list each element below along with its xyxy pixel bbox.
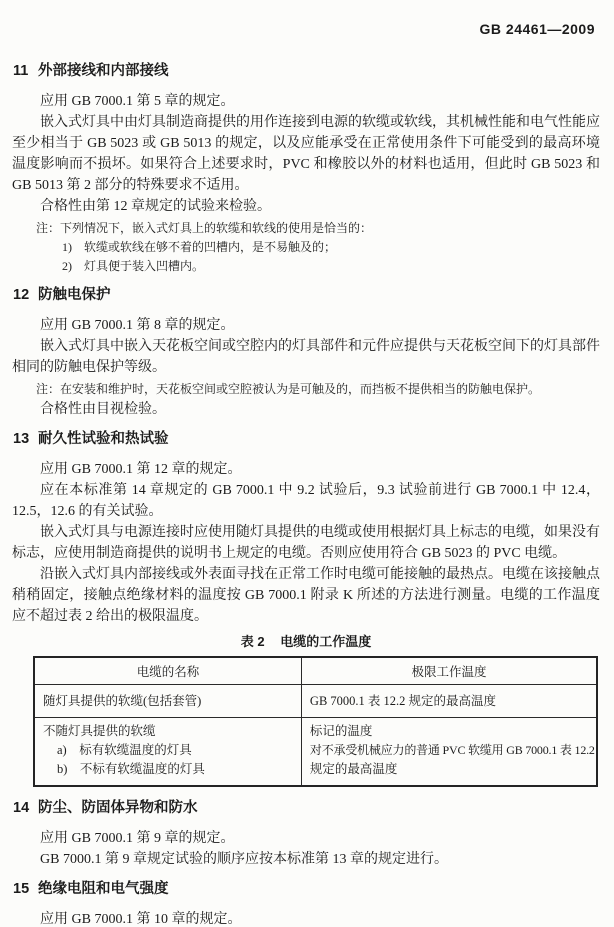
cell-line: 规定的最高温度 bbox=[309, 762, 398, 776]
table-caption bbox=[12, 633, 600, 651]
paragraph: 应用 GB 7000.1 第 10 章的规定。 bbox=[40, 912, 242, 927]
section-14 bbox=[12, 799, 600, 870]
standard-number: GB 24461—2009 bbox=[479, 21, 595, 37]
section-11-heading bbox=[13, 62, 600, 80]
table-row-cable-supplied-with-luminaire bbox=[34, 685, 597, 718]
paragraph: 应用 GB 7000.1 第 8 章的规定。 bbox=[40, 318, 235, 333]
table-row-cable-not-supplied-with-luminaire bbox=[34, 718, 597, 787]
section-15 bbox=[12, 880, 600, 927]
cell-line: a) 标有软缆温度的灯具 bbox=[57, 743, 192, 757]
note-list-item: 2) 灯具便于装入凹槽内。 bbox=[62, 259, 204, 273]
section-number: 15 bbox=[13, 881, 30, 897]
section-title: 绝缘电阻和电气强度 bbox=[38, 881, 169, 897]
paragraph: 嵌入式灯具中由灯具制造商提供的用作连接到电源的软缆或软线，其机械性能和电气性能应至少相当于 GB 5023 或 GB 5013 的规定，以及应能承受在正常使用条件下可能受到的最高环境温度影响而不损坏。如果符合上述要求时，PVC 和橡胶以外的材料也适用，但此时 GB 5023 和 GB 5013 第 2 部分的特殊要求不适用。 bbox=[12, 115, 600, 193]
section-15-heading bbox=[13, 880, 600, 898]
paragraph: GB 7000.1 第 9 章规定试验的顺序应按本标准第 13 章的规定进行。 bbox=[40, 852, 448, 867]
paragraph: 应在本标准第 14 章规定的 GB 7000.1 中 9.2 试验后，9.3 试验前进行 GB 7000.1 中 12.4，12.5，12.6 的有关试验。 bbox=[12, 483, 600, 519]
cell-line: 标记的温度 bbox=[309, 724, 373, 738]
section-13 bbox=[12, 430, 600, 627]
section-13-heading bbox=[13, 430, 600, 448]
cell-limit-temperature bbox=[301, 718, 597, 787]
table-2-cable-operating-temperature bbox=[33, 656, 598, 787]
section-11 bbox=[12, 62, 600, 276]
section-title: 耐久性试验和热试验 bbox=[38, 431, 169, 447]
table-caption-label: 表 2 bbox=[240, 634, 265, 649]
note: 注：在安装和维护时，天花板空间或空腔被认为是可触及的，而挡板不提供相当的防触电保护。 bbox=[36, 382, 541, 396]
section-title: 防触电保护 bbox=[38, 287, 111, 303]
section-12-heading bbox=[13, 286, 600, 304]
section-title: 防尘、防固体异物和防水 bbox=[38, 800, 198, 816]
cell-cable-name bbox=[34, 685, 301, 718]
paragraph: 应用 GB 7000.1 第 5 章的规定。 bbox=[40, 94, 235, 109]
section-title: 外部接线和内部接线 bbox=[38, 63, 169, 79]
cell-line: 随灯具提供的软缆(包括套管) bbox=[43, 693, 202, 708]
paragraph: 应用 GB 7000.1 第 12 章的规定。 bbox=[40, 462, 242, 477]
cell-limit-temperature bbox=[301, 685, 597, 718]
section-12 bbox=[12, 286, 600, 420]
table-header-row bbox=[34, 657, 597, 685]
table-caption-title: 电缆的工作温度 bbox=[280, 634, 372, 649]
cell-line: 对不承受机械应力的普通 PVC 软缆用 GB 7000.1 表 12.2 bbox=[309, 743, 595, 757]
cell-line: GB 7000.1 表 12.2 规定的最高温度 bbox=[309, 693, 497, 708]
section-14-heading bbox=[13, 799, 600, 817]
paragraph: 应用 GB 7000.1 第 9 章的规定。 bbox=[40, 831, 235, 846]
cell-line: 不随灯具提供的软缆 bbox=[43, 724, 156, 738]
paragraph: 嵌入式灯具与电源连接时应使用随灯具提供的电缆或使用根据灯具上标志的电缆，如果没有标志，应使用制造商提供的说明书上规定的电缆。否则应使用符合 GB 5023 的 PVC 电缆。 bbox=[12, 525, 600, 561]
section-number: 11 bbox=[13, 63, 29, 79]
column-header-limit-working-temperature: 极限工作温度 bbox=[301, 657, 597, 685]
section-number: 13 bbox=[13, 431, 30, 447]
note-list-item: 1) 软缆或软线在够不着的凹槽内，是不易触及的； bbox=[62, 240, 336, 254]
section-number: 12 bbox=[13, 287, 30, 303]
column-header-cable-name: 电缆的名称 bbox=[34, 657, 301, 685]
cell-line: b) 不标有软缆温度的灯具 bbox=[57, 762, 205, 776]
note: 注：下列情况下，嵌入式灯具上的软缆和软线的使用是恰当的： bbox=[36, 221, 373, 235]
paragraph: 嵌入式灯具中嵌入天花板空间或空腔内的灯具部件和元件应提供与天花板空间下的灯具部件相同的防触电保护等级。 bbox=[12, 339, 600, 375]
paragraph: 合格性由目视检验。 bbox=[40, 402, 166, 417]
cell-cable-name bbox=[34, 718, 301, 787]
paragraph: 合格性由第 12 章规定的试验来检验。 bbox=[40, 199, 271, 214]
paragraph: 沿嵌入式灯具内部接线或外表面寻找在正常工作时电缆可能接触的最热点。电缆在该接触点稍稍固定，接触点绝缘材料的温度按 GB 7000.1 附录 K 所述的方法进行测量。电缆的工作温度应不超过表 2 给出的极限温度。 bbox=[12, 567, 600, 624]
section-number: 14 bbox=[13, 800, 30, 816]
